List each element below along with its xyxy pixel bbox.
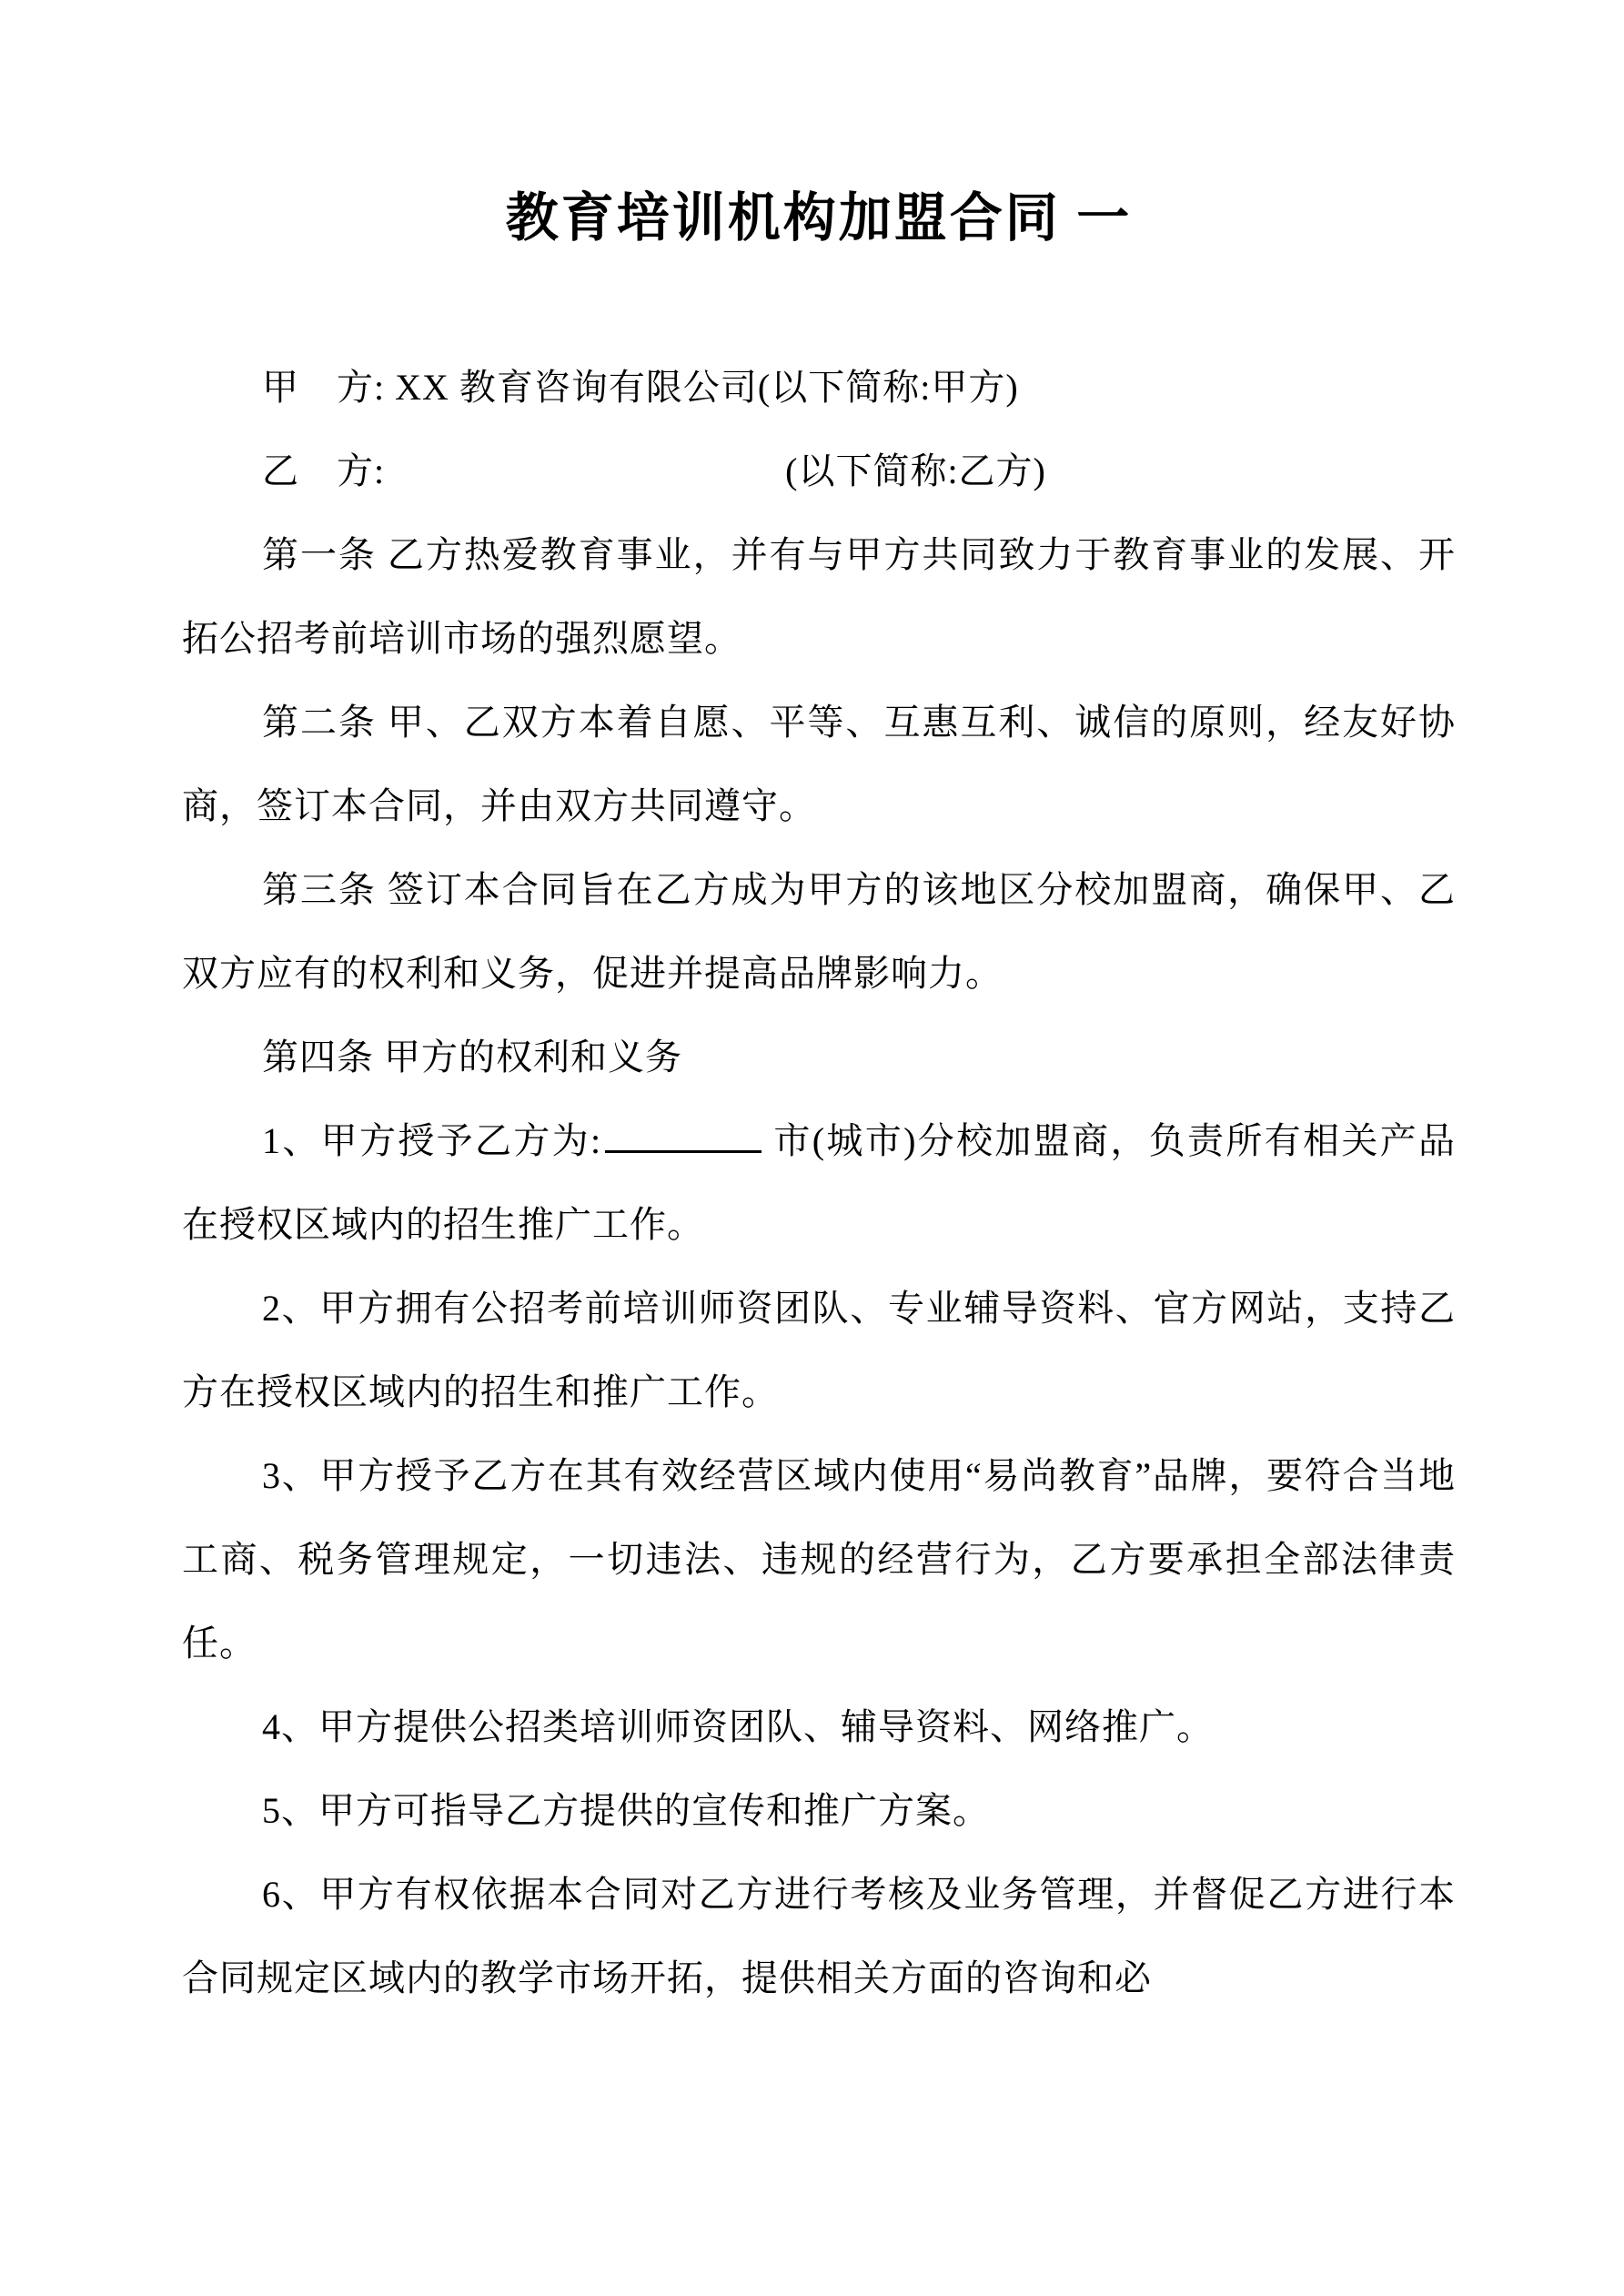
fill-in-blank-underline	[605, 1118, 762, 1153]
paragraph-text: 第二条 甲、乙双方本着自愿、平等、互惠互利、诚信的原则，经友好协商，签订本合同，并由双方共同遵守。	[182, 702, 1456, 826]
paragraph-text: 第一条 乙方热爱教育事业，并有与甲方共同致力于教育事业的发展、开拓公招考前培训市场的强烈愿望。	[182, 534, 1456, 659]
clause-4-item-5	[182, 1769, 1456, 1853]
paragraph-text: 甲 方: XX 教育咨询有限公司(以下简称:甲方)	[262, 367, 1019, 408]
clause-4-item-3	[182, 1434, 1456, 1685]
paragraph-text: 第三条 签订本合同旨在乙方成为甲方的该地区分校加盟商，确保甲、乙双方应有的权利和义务，促进并提高品牌影响力。	[182, 869, 1456, 994]
paragraph-text: 5、甲方可指导乙方提供的宣传和推广方案。	[262, 1790, 990, 1831]
clause-1	[182, 513, 1456, 681]
clause-4-item-4	[182, 1685, 1456, 1769]
clause-4-item-6	[182, 1853, 1456, 2020]
blank-space	[385, 482, 785, 483]
party-b-line	[182, 430, 1456, 513]
paragraph-text: 2、甲方拥有公招考前培训师资团队、专业辅导资料、官方网站，支持乙方在授权区域内的招生和推广工作。	[182, 1288, 1456, 1412]
paragraph-text: 3、甲方授予乙方在其有效经营区域内使用“易尚教育”品牌，要符合当地工商、税务管理规定，一切违法、违规的经营行为，乙方要承担全部法律责任。	[182, 1455, 1456, 1664]
clause-4-heading	[182, 1016, 1456, 1099]
paragraph-text: 乙 方:	[262, 450, 386, 491]
paragraph-text: 4、甲方提供公招类培训师资团队、辅导资料、网络推广。	[262, 1706, 1214, 1747]
clause-3	[182, 848, 1456, 1016]
document-title: 教育培训机构加盟合同 一	[505, 188, 1133, 248]
party-a-line	[182, 346, 1456, 430]
paragraph-text: 1、甲方授予乙方为:	[262, 1120, 602, 1161]
paragraph-text: (以下简称:乙方)	[785, 450, 1046, 491]
clause-4-item-1	[182, 1099, 1456, 1267]
paragraph-text: 6、甲方有权依据本合同对乙方进行考核及业务管理，并督促乙方进行本合同规定区域内的教学市场开拓，提供相关方面的咨询和必	[182, 1874, 1456, 1998]
document-body	[182, 346, 1456, 2020]
paragraph-text: 市(城市)分校加盟商，负责所有相关产品在授权区域内的招生推广工作。	[182, 1120, 1457, 1245]
clause-2	[182, 681, 1456, 848]
clause-4-item-2	[182, 1267, 1456, 1434]
paragraph-text: 第四条 甲方的权利和义务	[262, 1037, 682, 1077]
